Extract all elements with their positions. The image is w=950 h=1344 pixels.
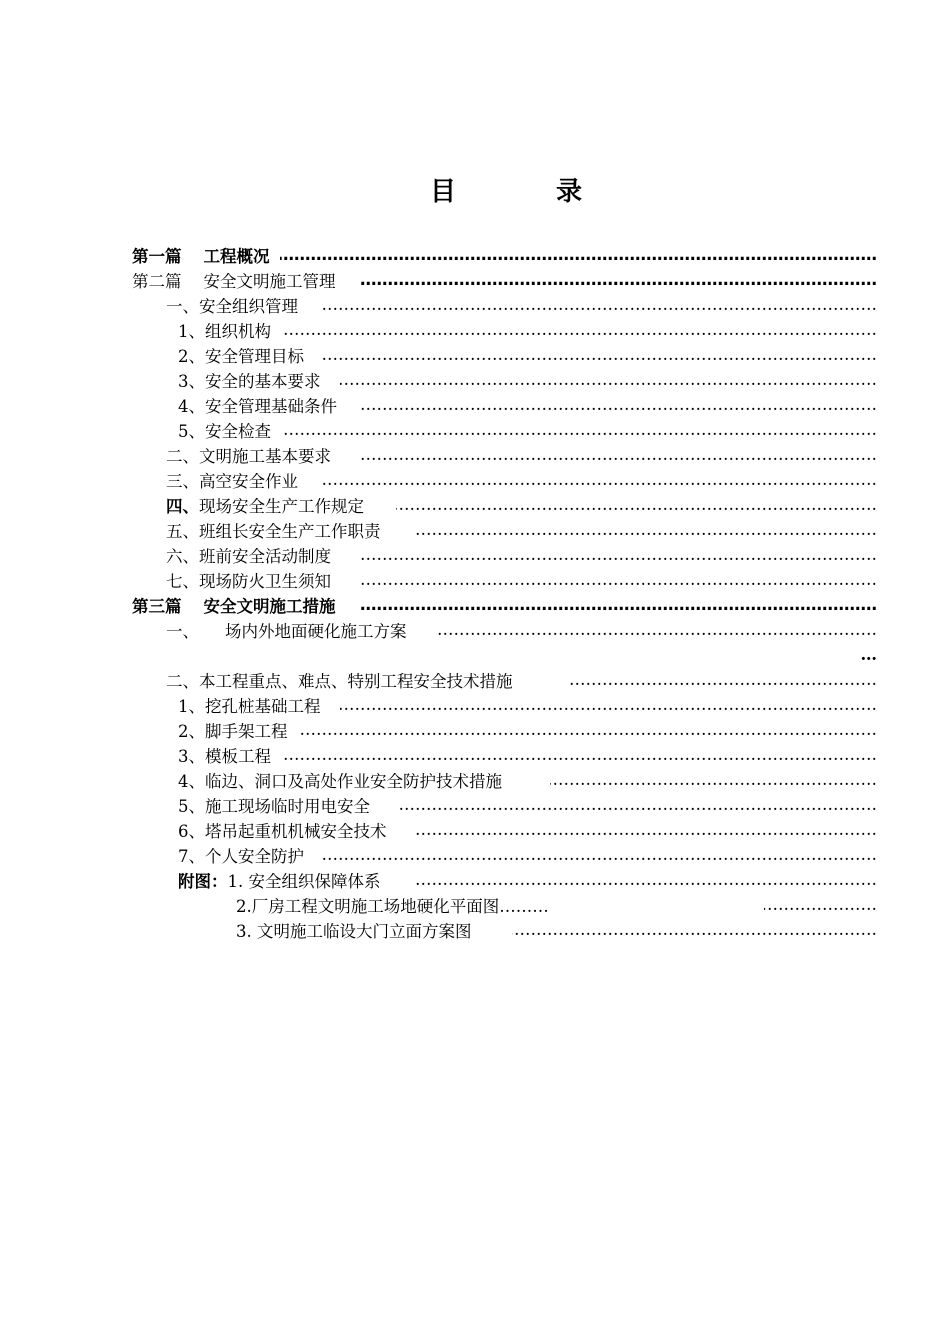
toc-entry[interactable]: [0, 567, 950, 592]
toc-entry[interactable]: [0, 442, 950, 467]
toc-entry-appendix[interactable]: [0, 892, 950, 917]
leader-dots: [284, 317, 877, 342]
leader-dots: [284, 742, 877, 767]
toc-entry-label: 2.厂房工程文明施工场地硬化平面图………: [236, 893, 550, 917]
toc-entry-label: 3、模板工程: [178, 743, 272, 767]
leader-dots: [360, 542, 877, 567]
leader-dots: [512, 917, 877, 942]
toc-entry-label: 工程概况: [203, 246, 270, 266]
leader-dots: [438, 617, 877, 642]
toc-entry[interactable]: [0, 292, 950, 317]
leader-dots: [340, 367, 877, 392]
toc-entry-part1[interactable]: [0, 242, 950, 267]
toc-entry-label: 安全文明施工措施: [203, 596, 336, 616]
toc-entry[interactable]: [0, 742, 950, 767]
toc-entry-label: 现场安全生产工作规定: [199, 496, 364, 516]
leader-dots: [416, 817, 877, 842]
leader-dots: [764, 892, 877, 917]
toc-entry[interactable]: [0, 667, 950, 692]
toc-entry-label: 4、临边、洞口及高处作业安全防护技术措施: [178, 768, 503, 792]
toc-part-number: 第二篇: [132, 271, 182, 291]
page-title: [430, 176, 582, 208]
toc-entry-label: 5、施工现场临时用电安全: [178, 793, 371, 817]
toc-entry-part2[interactable]: [0, 267, 950, 292]
leader-dots: [320, 467, 877, 492]
toc-entry-label: 2、脚手架工程: [178, 718, 289, 742]
toc-entry-label: 二、本工程重点、难点、特别工程安全技术措施: [166, 668, 514, 692]
toc-entry-label: 3、安全的基本要求: [178, 368, 322, 392]
toc-entry[interactable]: [0, 467, 950, 492]
toc-entry-label: 安全文明施工管理: [203, 271, 336, 291]
leader-dots: [396, 492, 877, 517]
leader-dots: [320, 342, 877, 367]
toc-section-number: 四、: [166, 496, 199, 516]
toc-entry[interactable]: [0, 842, 950, 867]
leader-dots: [360, 592, 877, 617]
toc-entry[interactable]: [0, 717, 950, 742]
toc-entry-label: 七、现场防火卫生须知: [166, 568, 332, 592]
toc-entry-label: 1. 安全组织保障体系: [227, 871, 381, 891]
toc-entry-label: 2、安全管理目标: [178, 343, 305, 367]
leader-dots: [360, 267, 877, 292]
leader-dots: [320, 292, 877, 317]
toc-entry[interactable]: [0, 692, 950, 717]
toc-entry[interactable]: [0, 317, 950, 342]
leader-dots: [570, 667, 877, 692]
toc-entry[interactable]: [0, 542, 950, 567]
continuation-ellipsis: …: [860, 645, 877, 664]
leader-dots: [416, 517, 877, 542]
toc-entry[interactable]: [0, 767, 950, 792]
toc-entry[interactable]: [0, 342, 950, 367]
toc-entry-label: 7、个人安全防护: [178, 843, 305, 867]
leader-dots: [300, 717, 877, 742]
toc-part-number: 第一篇: [132, 246, 182, 266]
leader-dots: [284, 417, 877, 442]
toc-section-number: 一、: [166, 621, 199, 641]
title-char-2: 录: [556, 177, 583, 207]
toc-entry-label: 6、塔吊起重机机械安全技术: [178, 818, 388, 842]
toc-entry-label: 3. 文明施工临设大门立面方案图: [236, 918, 473, 942]
title-char-1: 目: [430, 177, 457, 207]
leader-dots: [320, 842, 877, 867]
toc-entry[interactable]: [0, 817, 950, 842]
toc-entry[interactable]: [0, 492, 950, 517]
toc-entry-appendix[interactable]: [0, 917, 950, 942]
toc-entry[interactable]: [0, 617, 950, 642]
appendix-label: 附图：: [178, 871, 228, 891]
toc-entry-label: 三、高空安全作业: [166, 468, 299, 492]
toc-entry-label: 场内外地面硬化施工方案: [225, 621, 407, 641]
toc-entry-appendix[interactable]: [0, 867, 950, 892]
toc-entry-part3[interactable]: [0, 592, 950, 617]
leader-dots: [550, 767, 877, 792]
leader-dots: [280, 242, 877, 267]
toc-entry-label: 1、组织机构: [178, 318, 272, 342]
toc-entry[interactable]: [0, 392, 950, 417]
toc-entry-label: 一、安全组织管理: [166, 293, 299, 317]
leader-dots: [340, 692, 877, 717]
leader-dots: [360, 567, 877, 592]
toc-entry-label: 六、班前安全活动制度: [166, 543, 332, 567]
leader-dots: [360, 392, 877, 417]
toc-entry[interactable]: [0, 517, 950, 542]
toc-entry-label: 4、安全管理基础条件: [178, 393, 338, 417]
toc-part-number: 第三篇: [132, 596, 182, 616]
toc-entry[interactable]: [0, 792, 950, 817]
toc-entry[interactable]: [0, 367, 950, 392]
leader-dots: [398, 792, 877, 817]
toc-entry-label: 5、安全检查: [178, 418, 272, 442]
toc-entry[interactable]: [0, 417, 950, 442]
leader-dots: [416, 867, 877, 892]
leader-dots: [360, 442, 877, 467]
toc-entry-continuation: [0, 642, 950, 667]
toc-entry-label: 1、挖孔桩基础工程: [178, 693, 322, 717]
toc-entry-label: 五、班组长安全生产工作职责: [166, 518, 382, 542]
toc-entry-label: 二、文明施工基本要求: [166, 443, 332, 467]
